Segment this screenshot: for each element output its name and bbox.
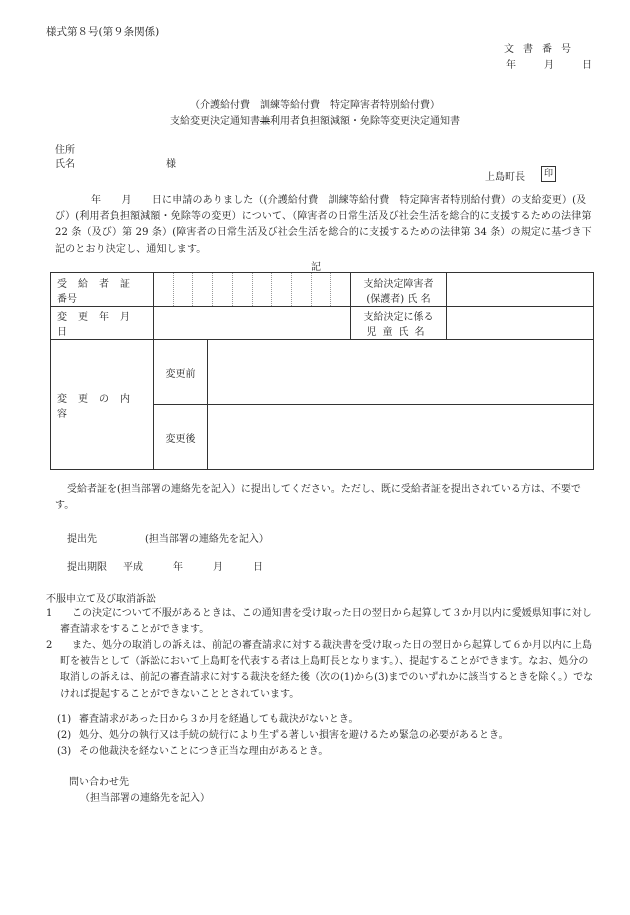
after-label: 変更後 [154,405,208,470]
date-month: 月 [544,60,554,71]
ki-heading: 記 [311,262,321,273]
title-line-1: （介護給付費 訓練等給付費 特定障害者特別給付費） [190,100,440,111]
date-day: 日 [582,60,592,71]
contact-value: （担当部署の連絡先を記入） [80,793,210,804]
beneficiary-name-label: 支給決定障害者 (保護者) 氏 名 [351,273,447,307]
body-paragraph: 年 月 日に申請のありました（(介護給付費 訓練等給付費 特定障害者特別給付費）の支給変更）(及び）(利用者負担額減額・免除等の変更）について、（障害者の日常生活及び社会生活を総合的に支援するための法律第 22 条（及び）第 29 条）(障害者の日常生活及び社会生活を総合的に支援するための法律第 34 条）の規定に基づき下記のとおり決定し、通知します。 [55,195,592,255]
child-name-field[interactable] [447,307,594,340]
document-date [506,56,620,71]
recipient-number-cells[interactable] [154,273,351,307]
after-field[interactable] [208,405,594,470]
title-part-a: 支給変更決定通知書 [170,116,260,127]
appeal-item-2: 2 また、処分の取消しの訴えは、前記の審査請求に対する裁決書を受け取った日の翌日から起算して６か月以内に上島町を被告として（訴訟において上島町を代表する者は上島町長となります。）、提起することができます。なお、処分の取消しの訴えは、前記の審査請求に対する裁決を経た後（次の(1)から(3)までのいずれかに該当するときを除く。）でなければ提起することができないこととされています。 [46,640,594,700]
child-name-label: 支給決定に係る 児童氏名 [351,307,447,340]
date-year: 年 [506,60,516,71]
form-number: 様式第８号(第９条関係) [46,26,160,38]
submit-deadline: 提出期限 平成 年 月 日 [67,562,263,573]
beneficiary-name-field[interactable] [447,273,594,307]
title-struck-char: 兼 [260,116,270,127]
seal-stamp: 印 [541,166,556,182]
appeal-heading: 不服申立て及び取消訴訟 [46,594,156,605]
sub-item-1: (1) 審査請求があった日から３か月を経過しても裁決がないとき。 [57,714,359,725]
title-part-b: 利用者負担額減額・免除等変更決定通知書 [270,116,460,127]
address-label: 住所 [55,145,75,156]
change-content-label: 変更の内容 [51,340,154,470]
sub-item-3: (3) その他裁決を経ないことにつき正当な理由があるとき。 [57,746,329,757]
submit-paragraph: 受給者証を(担当部署の連絡先を記入）に提出してください。ただし、既に受給者証を提出されている方は、不要です。 [55,484,581,512]
decision-table [50,272,594,470]
recipient-number-label: 受給者証 番号 [51,273,154,307]
issuer-mayor: 上島町長 [485,172,525,183]
appeal-item-1: 1 この決定について不服があるときは、この通知書を受け取った日の翌日から起算して３か月以内に愛媛県知事に対し審査請求をすることができます。 [46,608,592,636]
before-label: 変更前 [154,340,208,405]
submit-to: 提出先 (担当部署の連絡先を記入） [67,534,269,545]
change-date-field[interactable] [154,307,351,340]
sub-item-2: (2) 処分、処分の執行又は手続の続行により生ずる著しい損害を避けるため緊急の必要があるとき。 [57,730,509,741]
change-date-label: 変更年月日 [51,307,154,340]
contact-heading: 問い合わせ先 [69,777,129,788]
honorific: 様 [166,159,176,170]
name-label: 氏名 [55,159,75,170]
title-line-2 [0,112,630,127]
document-number-label: 文書番号 [504,44,580,55]
before-field[interactable] [208,340,594,405]
